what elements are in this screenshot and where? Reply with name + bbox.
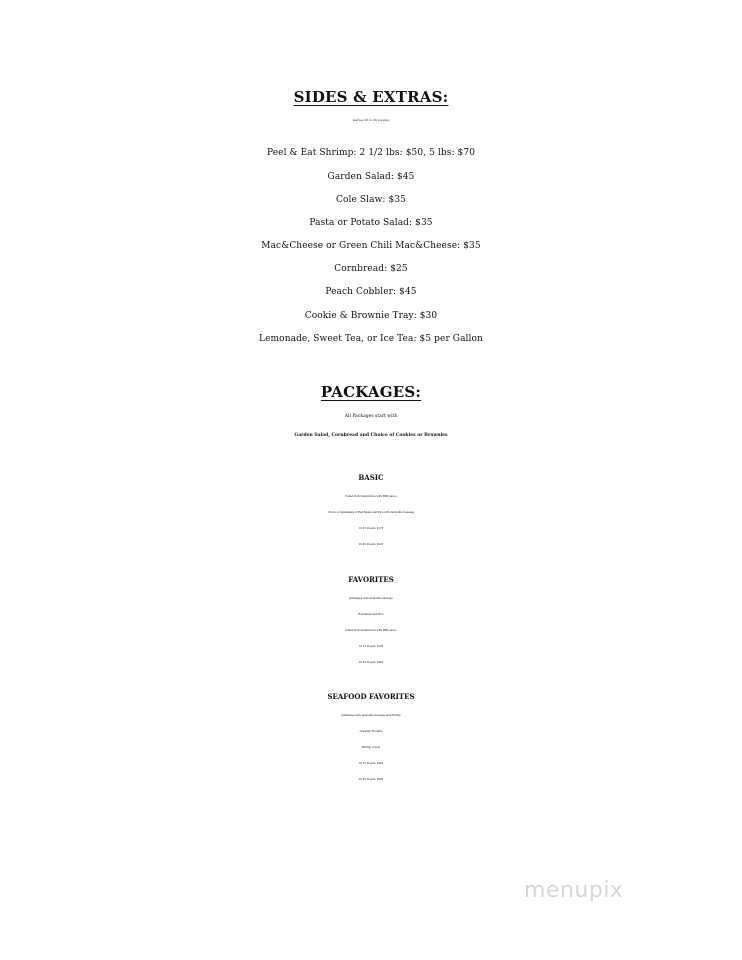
package-item: Jambalaya with Andouille Sausage <box>349 597 393 600</box>
footer-note-line <box>0 863 742 876</box>
side-item: Garden Salad: $45 <box>327 172 415 182</box>
package-item: Choice of Jambalaya or Red Beans and Rice with Andouille Sausage <box>327 511 415 514</box>
package-item: Jambalaya with Andouille Sausage and Shrimp <box>341 714 401 717</box>
side-item: Lemonade, Sweet Tea, or Ice Tea: $5 per Gallon <box>259 334 483 344</box>
package-price: 20-25 People: $225 <box>358 543 384 546</box>
footer-note-line <box>0 837 742 850</box>
sides-title: SIDES & EXTRAS: <box>293 88 449 106</box>
package-price: 10-15 People: $195 <box>358 645 384 648</box>
packages-title: PACKAGES: <box>320 383 422 401</box>
package-item: Pulled Pork Sandwiches with BBQ sauce <box>345 629 397 632</box>
package-item: Shrimp Creole <box>361 746 381 749</box>
footer-note-line <box>0 850 742 863</box>
menupix-watermark: menupix <box>524 878 624 903</box>
package-price: 10-15 People: $245 <box>358 762 384 765</box>
package-name-favorites: FAVORITES <box>348 575 394 584</box>
package-price: 20-25 People: $300 <box>358 778 384 781</box>
package-price: 10-15 People: $175 <box>358 527 384 530</box>
package-item: Red Beans and Rice <box>358 613 384 616</box>
package-item: Pulled Pork Sandwiches with BBQ sauce <box>345 495 397 498</box>
side-item: Peel & Eat Shrimp: 2 1/2 lbs: $50, 5 lbs: $70 <box>266 148 476 158</box>
side-item: Pasta or Potato Salad: $35 <box>309 218 433 228</box>
side-item: Cole Slaw: $35 <box>336 195 406 205</box>
side-item: Mac&Cheese or Green Chili Mac&Cheese: $35 <box>261 241 481 251</box>
side-item: Cornbread: $25 <box>334 264 408 274</box>
side-item: Peach Cobbler: $45 <box>325 287 417 297</box>
sides-subtitle: (serves 25 to 30 people) <box>352 118 390 122</box>
package-item: Crawfish Étouffée <box>359 730 383 733</box>
packages-intro-bold: Garden Salad, Cornbread and Choice of Cookies or Brownies <box>294 433 448 438</box>
footer-note-line <box>0 824 742 837</box>
package-name-seafood-favorites: SEAFOOD FAVORITES <box>327 692 415 701</box>
package-price: 20-25 People: $245 <box>358 661 384 664</box>
side-item: Cookie & Brownie Tray: $30 <box>304 311 438 321</box>
package-name-basic: BASIC <box>358 473 384 482</box>
packages-intro: All Packages start with <box>344 414 398 419</box>
